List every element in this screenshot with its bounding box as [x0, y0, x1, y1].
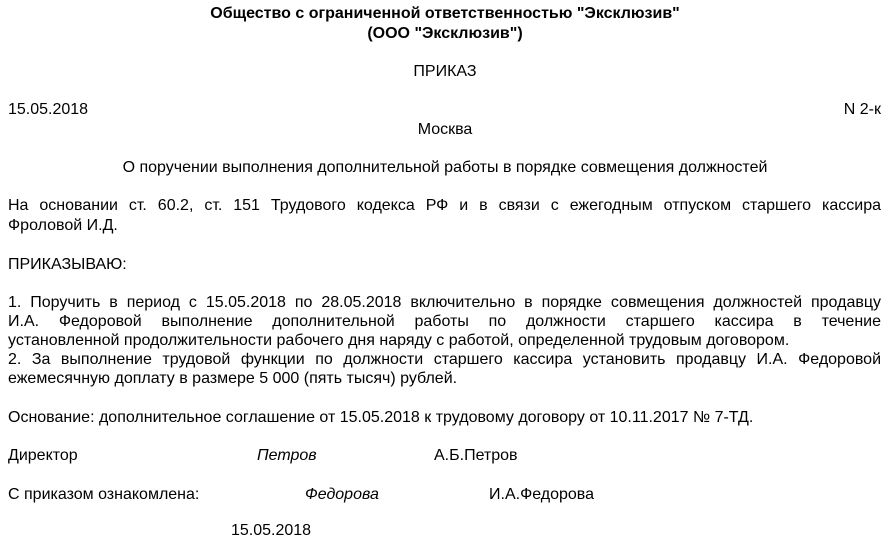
org-short-name: (ООО "Эксклюзив") [367, 25, 523, 42]
acknowledgement-label: С приказом ознакомлена: [8, 486, 200, 503]
item-1-line-2: И.А. Федоровой выполнение дополнительной работы по должности старшего кассира в течение [8, 313, 881, 330]
org-full-name: Общество с ограниченной ответственностью "Эксклюзив" [210, 5, 680, 22]
director-signature: Петров [257, 447, 317, 464]
doc-number: N 2-к [843, 101, 881, 118]
employee-signature: Федорова [305, 486, 379, 503]
director-label: Директор [8, 447, 78, 464]
item-1-line-3: установленной продолжительности рабочего дня наряду с работой, определенной трудовым договором. [8, 332, 790, 349]
doc-city: Москва [417, 121, 473, 138]
grounds-line: Основание: дополнительное соглашение от 15.05.2018 к трудовому договору от 10.11.2017 № 7-ТД. [8, 409, 754, 426]
order-word: ПРИКАЗЫВАЮ: [8, 256, 127, 273]
employee-name: И.А.Федорова [489, 486, 595, 503]
acknowledgement-date: 15.05.2018 [231, 522, 312, 539]
doc-subject: О поручении выполнения дополнительной работы в порядке совмещения должностей [122, 159, 768, 176]
basis-line-2: Фроловой И.Д. [8, 217, 118, 234]
basis-line-1: На основании ст. 60.2, ст. 151 Трудового кодекса РФ и в связи с ежегодным отпуском старшего кассира [8, 197, 881, 214]
doc-date: 15.05.2018 [8, 101, 89, 118]
item-2-line-2: ежемесячную доплату в размере 5 000 (пять тысяч) рублей. [8, 370, 458, 387]
director-name: А.Б.Петров [434, 447, 518, 464]
doc-type-title: ПРИКАЗ [413, 63, 477, 80]
item-2-line-1: 2. За выполнение трудовой функции по должности старшего кассира установить продавцу И.А. Федоровой [8, 351, 881, 368]
item-1-line-1: 1. Поручить в период с 15.05.2018 по 28.05.2018 включительно в порядке совмещения должностей продавцу [8, 294, 881, 311]
